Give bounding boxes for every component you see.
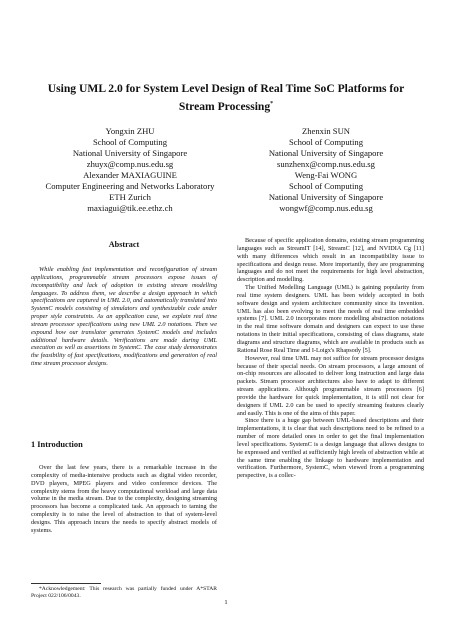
footnote-text: *Acknowledgement: This research was partially funded under A*STAR Project 022/106/0043. [31, 586, 217, 599]
author-name: Alexander MAXIAGUINE [83, 170, 177, 180]
body-paragraph: However, real time UML may not suffice for stream processor designs because of their special needs. On stream processors, a large amount of on-chip resources are allocated to deliver long instruction and large data packets. Stream processor architectures also have to adapt to different stream applications. Although programmable stream processors [6] provide the hardware for quick implementation, it is still not clear for designers if UML 2.0 can be used to specify streaming features clearly and easily. This is one of the aims of this paper. [237, 354, 424, 417]
author-email: sunzhenx@comp.nus.edu.sg [277, 159, 375, 169]
author-affiliation: National University of Singapore [72, 148, 188, 158]
abstract-body [31, 266, 217, 368]
author-block-1 [40, 126, 220, 170]
author-email: maxiagui@tik.ee.ethz.ch [87, 203, 173, 213]
author-affiliation: School of Computing [288, 181, 363, 191]
author-affiliation: ETH Zurich [109, 192, 151, 202]
author-block-2 [236, 126, 416, 170]
author-block-4 [236, 170, 416, 214]
paper-title [30, 82, 422, 114]
author-name: Zhenxin SUN [302, 126, 350, 136]
title-footnote-mark: * [270, 100, 274, 107]
footnote-rule [31, 583, 101, 584]
section-heading-introduction: 1 Introduction [31, 440, 83, 449]
author-affiliation: National University of Singapore [268, 192, 384, 202]
author-affiliation: School of Computing [288, 137, 363, 147]
body-paragraph: Because of specific application domains, existing stream programming languages such as StreamIT [14], StreamC [12], and NVIDIA Cg [11] with many differences which result in an incompatibility issue to specifications and design reuse. More importantly, they are programming languages and do not meet the requirements for high level abstraction, description and modelling. [237, 237, 424, 284]
author-email: zhuyx@comp.nus.edu.sg [86, 159, 174, 169]
author-affiliation: School of Computing [92, 137, 167, 147]
author-name: Yongxin ZHU [105, 126, 155, 136]
footnote [31, 586, 217, 600]
body-paragraph: The Unified Modelling Language (UML) is gaining popularity from real time system designers. UML has been widely accepted in both software design and system architecture community since its invention. UML has also been evolving to meet the needs of real time embedded systems [7]. UML 2.0 incorporates more modelling abstraction notations in the real time software domain and designers can expect to use these notations in their initial specifications, consisting of class diagrams, state diagrams and structure diagrams, which are available in products such as Rational Rose Real Time and I-Loigx's Rhapsody [5]. [237, 284, 424, 354]
page-number: 1 [224, 599, 228, 606]
body-paragraph: Since there is a huge gap between UML-based descriptions and their implementations, it is clear that such descriptions need to be refined to a number of more detailed ones in order to get the final implementation level specifications. SystemC is a design language that allows designs to be expressed and verified at sufficiently high levels of abstraction while at the same time enabling the linkage to hardware implementation and verification. Furthermore, SystemC, when viewed from a programming perspective, is a collec- [237, 417, 424, 480]
introduction-paragraph: Over the last few years, there is a remarkable increase in the complexity of media-intensive products such as digital video recorder, DVD players, MPEG players and video conference devices. The complexity stems from the heavy computational workload and large data volume in the media stream. Due to the complexity, designing streaming processors has become a complicated task. An approach to taming the complexity is to raise the level of abstraction to that of system-level designs. This approach incurs the needs to specify abstract models of systems. [31, 464, 217, 534]
author-affiliation: Computer Engineering and Networks Laboratory [45, 181, 215, 191]
author-name: Weng-Fai WONG [294, 170, 358, 180]
abstract-heading: Abstract [108, 240, 140, 249]
introduction-body [31, 464, 217, 535]
paper-title-text: Using UML 2.0 for System Level Design of Real Time SoC Platforms for Stream Processing [47, 82, 405, 113]
author-affiliation: National University of Singapore [268, 148, 384, 158]
author-block-3 [30, 170, 230, 214]
right-column-body [237, 237, 424, 480]
author-email: wongwf@comp.nus.edu.sg [279, 203, 373, 213]
abstract-text: While enabling fast implementation and reconfiguration of stream applications, programmable stream processors expose issues of incompatibility and lack of adoption in existing stream modelling languages. To address them, we describe a design approach in which specifications are captured in UML 2.0, and automatically translated into SystemC models consisting of simulators and synthesizable code under proper style constraints. As an application case, we explain real time stream processor specifications using new UML 2.0 notations. Then we expound how our translator generates SystemC models and includes additional hardware details. Verifications are made during UML execution as well as assertions in SystemC. The case study demonstrates the feasibility of fast specifications, modifications and generation of real time stream processor designs. [31, 266, 217, 368]
